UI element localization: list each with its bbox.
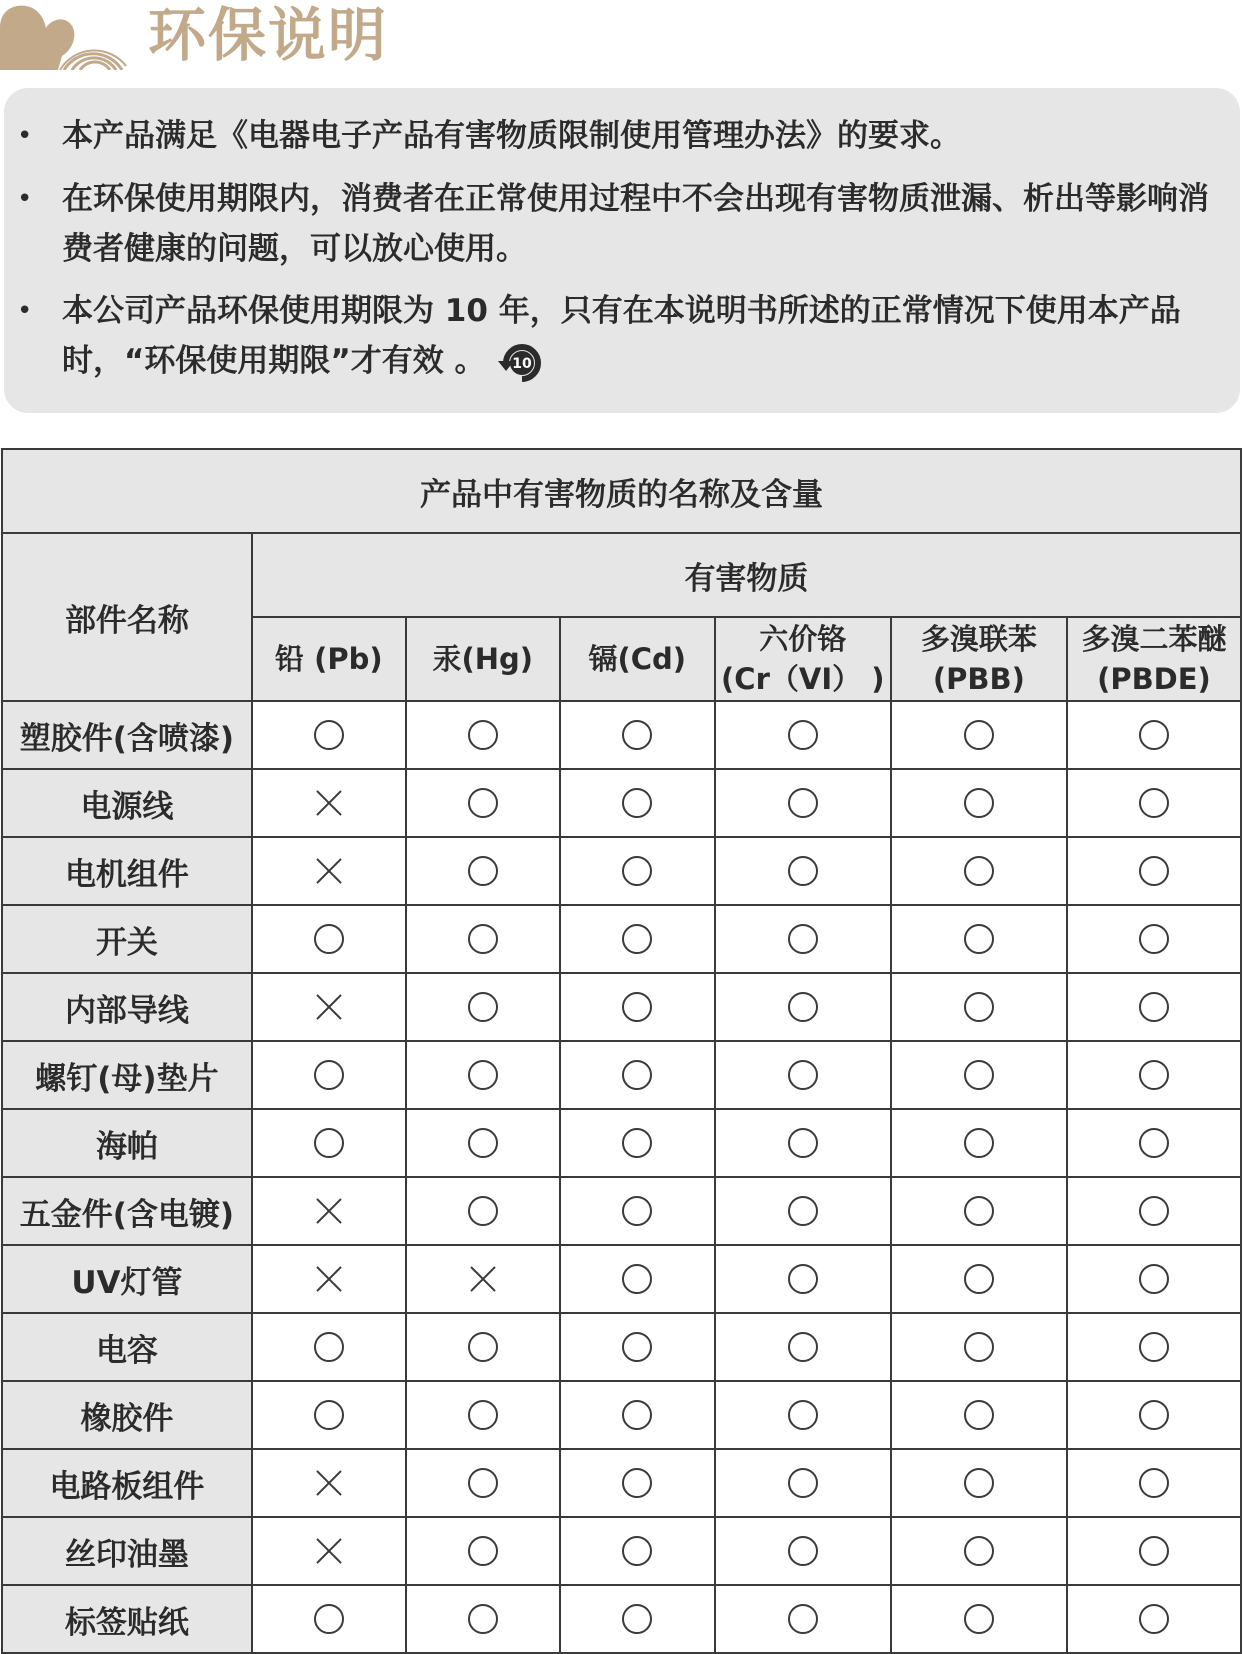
circle-mark-icon	[468, 1536, 498, 1566]
circle-mark-icon	[468, 856, 498, 886]
circle-mark-icon	[788, 1196, 818, 1226]
circle-mark-icon	[314, 1332, 344, 1362]
circle-mark-icon	[964, 856, 994, 886]
table-row	[2, 1245, 1241, 1313]
circle-mark-icon	[622, 1060, 652, 1090]
circle-mark-icon	[468, 1060, 498, 1090]
cross-mark-icon	[470, 1266, 496, 1292]
circle-mark-icon	[964, 1196, 994, 1226]
table-row	[2, 837, 1241, 905]
table-row	[2, 1381, 1241, 1449]
mark-cell	[1067, 701, 1241, 769]
mark-cell	[1067, 1041, 1241, 1109]
mark-cell	[715, 1381, 891, 1449]
part-name-cell: 标签贴纸	[2, 1585, 252, 1653]
mark-cell	[891, 905, 1067, 973]
mark-cell	[891, 973, 1067, 1041]
mark-cell	[715, 1585, 891, 1653]
mark-cell	[560, 1313, 715, 1381]
circle-mark-icon	[788, 1400, 818, 1430]
mark-cell	[1067, 1449, 1241, 1517]
circle-mark-icon	[964, 992, 994, 1022]
circle-mark-icon	[622, 924, 652, 954]
mark-cell	[252, 1313, 406, 1381]
circle-mark-icon	[468, 992, 498, 1022]
mark-cell	[406, 905, 560, 973]
circle-mark-icon	[788, 788, 818, 818]
circle-mark-icon	[622, 1536, 652, 1566]
cross-mark-icon	[316, 858, 342, 884]
substance-header	[560, 617, 715, 701]
substance-header	[715, 617, 891, 701]
circle-mark-icon	[788, 1536, 818, 1566]
mark-cell	[406, 1449, 560, 1517]
table-row	[2, 1177, 1241, 1245]
circle-mark-icon	[468, 1196, 498, 1226]
epup-10-years-icon	[496, 341, 548, 385]
circle-mark-icon	[788, 1332, 818, 1362]
circle-mark-icon	[1139, 1128, 1169, 1158]
table-row	[2, 1041, 1241, 1109]
mark-cell	[406, 1517, 560, 1585]
mark-cell	[1067, 1585, 1241, 1653]
bullet-icon: •	[17, 296, 33, 326]
mark-cell	[252, 973, 406, 1041]
table-row	[2, 1313, 1241, 1381]
circle-mark-icon	[964, 1332, 994, 1362]
circle-mark-icon	[788, 720, 818, 750]
mark-cell	[1067, 1109, 1241, 1177]
circle-mark-icon	[622, 1468, 652, 1498]
circle-mark-icon	[622, 1264, 652, 1294]
part-name-cell: 电源线	[2, 769, 252, 837]
mark-cell	[1067, 1245, 1241, 1313]
bullet-icon: •	[17, 184, 33, 214]
circle-mark-icon	[964, 1264, 994, 1294]
circle-mark-icon	[1139, 1196, 1169, 1226]
circle-mark-icon	[1139, 992, 1169, 1022]
circle-mark-icon	[1139, 1400, 1169, 1430]
mark-cell	[252, 1109, 406, 1177]
circle-mark-icon	[788, 1264, 818, 1294]
part-name-cell: 电机组件	[2, 837, 252, 905]
circle-mark-icon	[1139, 788, 1169, 818]
mark-cell	[891, 1313, 1067, 1381]
circle-mark-icon	[314, 1128, 344, 1158]
mark-cell	[715, 769, 891, 837]
cross-mark-icon	[316, 1198, 342, 1224]
mark-cell	[560, 1245, 715, 1313]
part-name-cell: 橡胶件	[2, 1381, 252, 1449]
table-row	[2, 769, 1241, 837]
substance-header-line: 铅 (Pb)	[275, 642, 383, 676]
circle-mark-icon	[1139, 1604, 1169, 1634]
mark-cell	[1067, 1313, 1241, 1381]
circle-mark-icon	[468, 1468, 498, 1498]
part-name-cell: 开关	[2, 905, 252, 973]
table-row	[2, 701, 1241, 769]
circle-mark-icon	[622, 1400, 652, 1430]
mark-cell	[560, 1449, 715, 1517]
mark-cell	[252, 1517, 406, 1585]
part-name-cell: 电路板组件	[2, 1449, 252, 1517]
mark-cell	[715, 1041, 891, 1109]
circle-mark-icon	[622, 856, 652, 886]
mark-cell	[560, 973, 715, 1041]
circle-mark-icon	[468, 788, 498, 818]
mark-cell	[560, 1585, 715, 1653]
table-row	[2, 1449, 1241, 1517]
mark-cell	[406, 1177, 560, 1245]
substance-header	[252, 617, 406, 701]
circle-mark-icon	[314, 1604, 344, 1634]
mark-cell	[560, 905, 715, 973]
mark-cell	[406, 1245, 560, 1313]
substance-header-line: (PBDE)	[1097, 662, 1211, 696]
substance-header-line: (PBB)	[932, 662, 1025, 696]
part-name-cell: 电容	[2, 1313, 252, 1381]
circle-mark-icon	[1139, 1264, 1169, 1294]
mark-cell	[715, 1177, 891, 1245]
mark-cell	[891, 701, 1067, 769]
substance-header	[891, 617, 1067, 701]
substance-header-line: 多溴二苯醚	[1081, 622, 1227, 656]
circle-mark-icon	[314, 720, 344, 750]
circle-mark-icon	[788, 1060, 818, 1090]
mark-cell	[715, 973, 891, 1041]
circle-mark-icon	[314, 924, 344, 954]
mark-cell	[252, 701, 406, 769]
mark-cell	[1067, 973, 1241, 1041]
circle-mark-icon	[788, 1468, 818, 1498]
cross-mark-icon	[316, 1470, 342, 1496]
part-name-header: 部件名称	[2, 533, 252, 701]
circle-mark-icon	[788, 856, 818, 886]
mark-cell	[252, 905, 406, 973]
circle-mark-icon	[964, 1604, 994, 1634]
mark-cell	[252, 837, 406, 905]
circle-mark-icon	[622, 1128, 652, 1158]
circle-mark-icon	[622, 1332, 652, 1362]
table-row	[2, 1585, 1241, 1653]
circle-mark-icon	[1139, 1332, 1169, 1362]
circle-mark-icon	[964, 1468, 994, 1498]
part-name-cell: 螺钉(母)垫片	[2, 1041, 252, 1109]
mark-cell	[560, 1517, 715, 1585]
cross-mark-icon	[316, 1538, 342, 1564]
circle-mark-icon	[788, 1128, 818, 1158]
epup-label: 10	[511, 355, 532, 372]
table-row	[2, 973, 1241, 1041]
circle-mark-icon	[622, 1604, 652, 1634]
part-name-cell: 塑胶件(含喷漆)	[2, 701, 252, 769]
cross-mark-icon	[316, 790, 342, 816]
circle-mark-icon	[314, 1400, 344, 1430]
circle-mark-icon	[468, 1400, 498, 1430]
mark-cell	[406, 769, 560, 837]
table-row	[2, 905, 1241, 973]
mark-cell	[560, 1041, 715, 1109]
mark-cell	[891, 1041, 1067, 1109]
mark-cell	[891, 769, 1067, 837]
cross-mark-icon	[316, 994, 342, 1020]
part-name-cell: UV灯管	[2, 1245, 252, 1313]
mark-cell	[560, 1177, 715, 1245]
mark-cell	[252, 1177, 406, 1245]
bullet-icon: •	[17, 121, 33, 151]
part-name-cell: 海帕	[2, 1109, 252, 1177]
mark-cell	[891, 837, 1067, 905]
mark-cell	[1067, 1381, 1241, 1449]
circle-mark-icon	[1139, 924, 1169, 954]
mark-cell	[1067, 1177, 1241, 1245]
substance-header-line: 六价铬	[759, 622, 847, 656]
mark-cell	[715, 1245, 891, 1313]
circle-mark-icon	[468, 1128, 498, 1158]
mark-cell	[891, 1585, 1067, 1653]
mark-cell	[891, 1449, 1067, 1517]
mark-cell	[560, 701, 715, 769]
circle-mark-icon	[964, 720, 994, 750]
brand-logo-icon	[0, 0, 128, 70]
substance-group-header: 有害物质	[252, 533, 1241, 617]
circle-mark-icon	[964, 1128, 994, 1158]
circle-mark-icon	[964, 788, 994, 818]
mark-cell	[406, 1381, 560, 1449]
circle-mark-icon	[964, 1400, 994, 1430]
mark-cell	[1067, 1517, 1241, 1585]
mark-cell	[715, 1313, 891, 1381]
mark-cell	[252, 1041, 406, 1109]
mark-cell	[715, 905, 891, 973]
substance-header-line: 汞(Hg)	[432, 642, 534, 676]
mark-cell	[252, 1449, 406, 1517]
circle-mark-icon	[468, 924, 498, 954]
mark-cell	[1067, 837, 1241, 905]
note-text-wrap	[62, 286, 1212, 386]
substance-header-line: 镉(Cd)	[588, 642, 687, 676]
mark-cell	[406, 1313, 560, 1381]
note-text: 本产品满足《电器电子产品有害物质限制使用管理办法》的要求。	[62, 118, 961, 154]
mark-cell	[715, 1517, 891, 1585]
mark-cell	[406, 1585, 560, 1653]
mark-cell	[715, 837, 891, 905]
note-text: 在环保使用期限内，消费者在正常使用过程中不会出现有害物质泄漏、析出等影响消费者健康的问题，可以放心使用。	[62, 181, 1209, 267]
circle-mark-icon	[788, 924, 818, 954]
mark-cell	[891, 1245, 1067, 1313]
circle-mark-icon	[788, 1604, 818, 1634]
circle-mark-icon	[622, 788, 652, 818]
circle-mark-icon	[1139, 856, 1169, 886]
circle-mark-icon	[622, 720, 652, 750]
circle-mark-icon	[964, 924, 994, 954]
circle-mark-icon	[468, 720, 498, 750]
circle-mark-icon	[622, 1196, 652, 1226]
mark-cell	[715, 1449, 891, 1517]
mark-cell	[891, 1109, 1067, 1177]
circle-mark-icon	[468, 1604, 498, 1634]
cross-mark-icon	[316, 1266, 342, 1292]
circle-mark-icon	[964, 1060, 994, 1090]
mark-cell	[560, 1381, 715, 1449]
part-name-cell: 内部导线	[2, 973, 252, 1041]
circle-mark-icon	[964, 1536, 994, 1566]
mark-cell	[406, 973, 560, 1041]
mark-cell	[406, 837, 560, 905]
table-row	[2, 1517, 1241, 1585]
substance-header-line: 多溴联苯	[920, 622, 1037, 656]
mark-cell	[891, 1517, 1067, 1585]
mark-cell	[252, 1245, 406, 1313]
mark-cell	[252, 769, 406, 837]
circle-mark-icon	[1139, 1060, 1169, 1090]
substance-header	[406, 617, 560, 701]
mark-cell	[252, 1381, 406, 1449]
circle-mark-icon	[1139, 720, 1169, 750]
circle-mark-icon	[314, 1060, 344, 1090]
mark-cell	[715, 701, 891, 769]
mark-cell	[560, 769, 715, 837]
environmental-notes-panel	[4, 88, 1240, 413]
page-title: 环保说明	[148, 1, 389, 69]
substance-header	[1067, 617, 1241, 701]
substance-header-line: (Cr（VI） )	[721, 662, 885, 696]
part-name-cell: 五金件(含电镀)	[2, 1177, 252, 1245]
mark-cell	[1067, 769, 1241, 837]
mark-cell	[252, 1585, 406, 1653]
mark-cell	[560, 837, 715, 905]
table-caption: 产品中有害物质的名称及含量	[2, 449, 1241, 533]
mark-cell	[891, 1177, 1067, 1245]
circle-mark-icon	[622, 992, 652, 1022]
mark-cell	[715, 1109, 891, 1177]
circle-mark-icon	[1139, 1468, 1169, 1498]
mark-cell	[406, 701, 560, 769]
circle-mark-icon	[1139, 1536, 1169, 1566]
note-text: 本公司产品环保使用期限为 10 年，只有在本说明书所述的正常情况下使用本产品时，“环保使用期限”才有效 。	[62, 293, 1181, 379]
mark-cell	[1067, 905, 1241, 973]
circle-mark-icon	[788, 992, 818, 1022]
circle-mark-icon	[468, 1332, 498, 1362]
mark-cell	[406, 1109, 560, 1177]
mark-cell	[891, 1381, 1067, 1449]
mark-cell	[406, 1041, 560, 1109]
hazardous-substances-table	[1, 448, 1242, 1654]
part-name-cell: 丝印油墨	[2, 1517, 252, 1585]
table-row	[2, 1109, 1241, 1177]
page-header	[0, 0, 1243, 80]
mark-cell	[560, 1109, 715, 1177]
